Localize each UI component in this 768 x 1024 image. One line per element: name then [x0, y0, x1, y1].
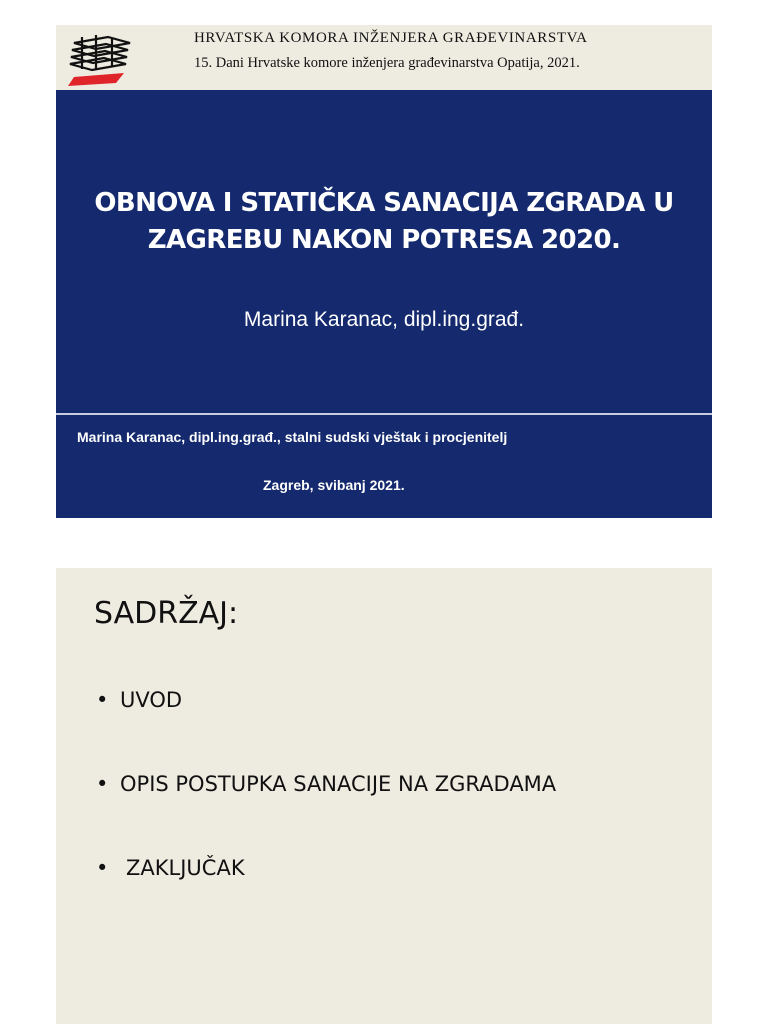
list-item-label: OPIS POSTUPKA SANACIJE NA ZGRADAMA — [120, 772, 557, 796]
list-item — [96, 772, 556, 796]
slide-title-line-2: ZAGREBU NAKON POTRESA 2020. — [147, 225, 621, 255]
list-item-label: UVOD — [120, 688, 183, 712]
list-item-label: ZAKLJUČAK — [126, 856, 245, 880]
slide-header — [56, 25, 712, 90]
list-item — [96, 856, 245, 880]
contents-title: SADRŽAJ: — [94, 596, 239, 631]
bullet-icon: • — [96, 688, 109, 712]
title-slide — [56, 25, 712, 518]
title-panel — [56, 90, 712, 518]
author-info: Marina Karanac, dipl.ing.građ., stalni sudski vještak i procjenitelj — [77, 429, 508, 445]
author-name: Marina Karanac, dipl.ing.građ. — [243, 308, 525, 331]
bullet-icon: • — [96, 772, 109, 796]
bullet-icon: • — [96, 856, 109, 880]
chamber-logo-icon — [68, 33, 134, 87]
divider — [56, 413, 712, 415]
event-name: 15. Dani Hrvatske komore inženjera građevinarstva Opatija, 2021. — [194, 55, 580, 71]
organization-name: HRVATSKA KOMORA INŽENJERA GRAĐEVINARSTVA — [194, 30, 588, 46]
presentation-date: Zagreb, svibanj 2021. — [263, 477, 405, 493]
slide-title — [56, 185, 712, 259]
list-item — [96, 688, 182, 712]
slide-title-line-1: OBNOVA I STATIČKA SANACIJA ZGRADA U — [94, 188, 674, 218]
contents-slide — [56, 568, 712, 1024]
